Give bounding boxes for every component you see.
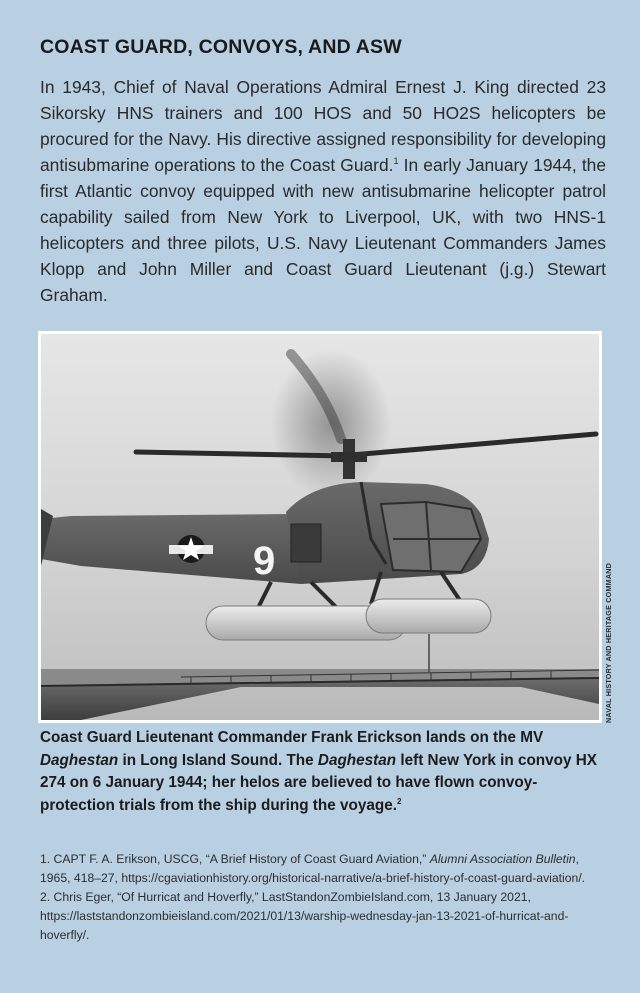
float-right [366,599,491,633]
body-text-part1: In 1943, Chief of Naval Operations Admiral Ernest J. King directed 23 Sikorsky HNS trainers and 100 HOS and 50 HO2S helicopters be procured for the Navy. His directive assigned responsibility for developing antisubmarine operations to the Coast Guard. [40,77,606,175]
footnote-1-text-a: 1. CAPT F. A. Erikson, USCG, “A Brief History of Coast Guard Aviation,” [40,852,430,866]
rotor-hub [331,452,367,462]
footnotes [40,850,592,945]
body-paragraph [40,74,606,308]
footnote-ref-1[interactable]: 1 [393,156,399,167]
caption-ship-name-1: Daghestan [40,751,119,769]
footnote-1 [40,850,592,888]
caption-text-2: in Long Island Sound. The [118,751,318,769]
helicopter-photo-illustration [41,334,599,720]
photo-caption [40,727,604,817]
caption-ship-name-2: Daghestan [317,751,397,769]
helicopter-photo [38,331,602,723]
footnote-1-text-b[interactable]: , 1965, 418–27, https://cgaviationhistory.org/historical-narrative/a-brief-history-of-coast-guard-aviation/. [40,852,586,885]
caption-text-3: left New York in convoy HX 274 on 6 January 1944; her helos are believed to have flown convoy-protection trials from the ship during the voyage. [40,751,598,814]
engine-vent [291,524,321,562]
body-text-part2: In early January 1944, the first Atlantic convoy equipped with new antisubmarine helicopter patrol capability sailed from New York to Liverpool, UK, with two HNS-1 helicopters and three pilots, U.S. Navy Lieutenant Commanders James Klopp and John Miller and Coast Guard Lieutenant (j.g.) Stewart Graham. [40,155,606,305]
tail-number: 9 [253,539,276,583]
footnote-2[interactable]: 2. Chris Eger, “Of Hurricat and Hoverfly,” LastStandonZombieIsland.com, 13 January 2021, https://laststandonzombieisland.com/2021/01/13/warship-wednesday-jan-13-2021-of-hurricat-and-hoverfly/. [40,890,569,942]
section-heading: COAST GUARD, CONVOYS, AND ASW [40,36,402,58]
footnote-ref-2[interactable]: 2 [396,796,402,806]
footnote-1-title: Alumni Association Bulletin [429,852,576,866]
caption-text-1: Coast Guard Lieutenant Commander Frank Erickson lands on the MV [40,729,544,746]
photo-credit: NAVAL HISTORY AND HERITAGE COMMAND [604,562,613,723]
